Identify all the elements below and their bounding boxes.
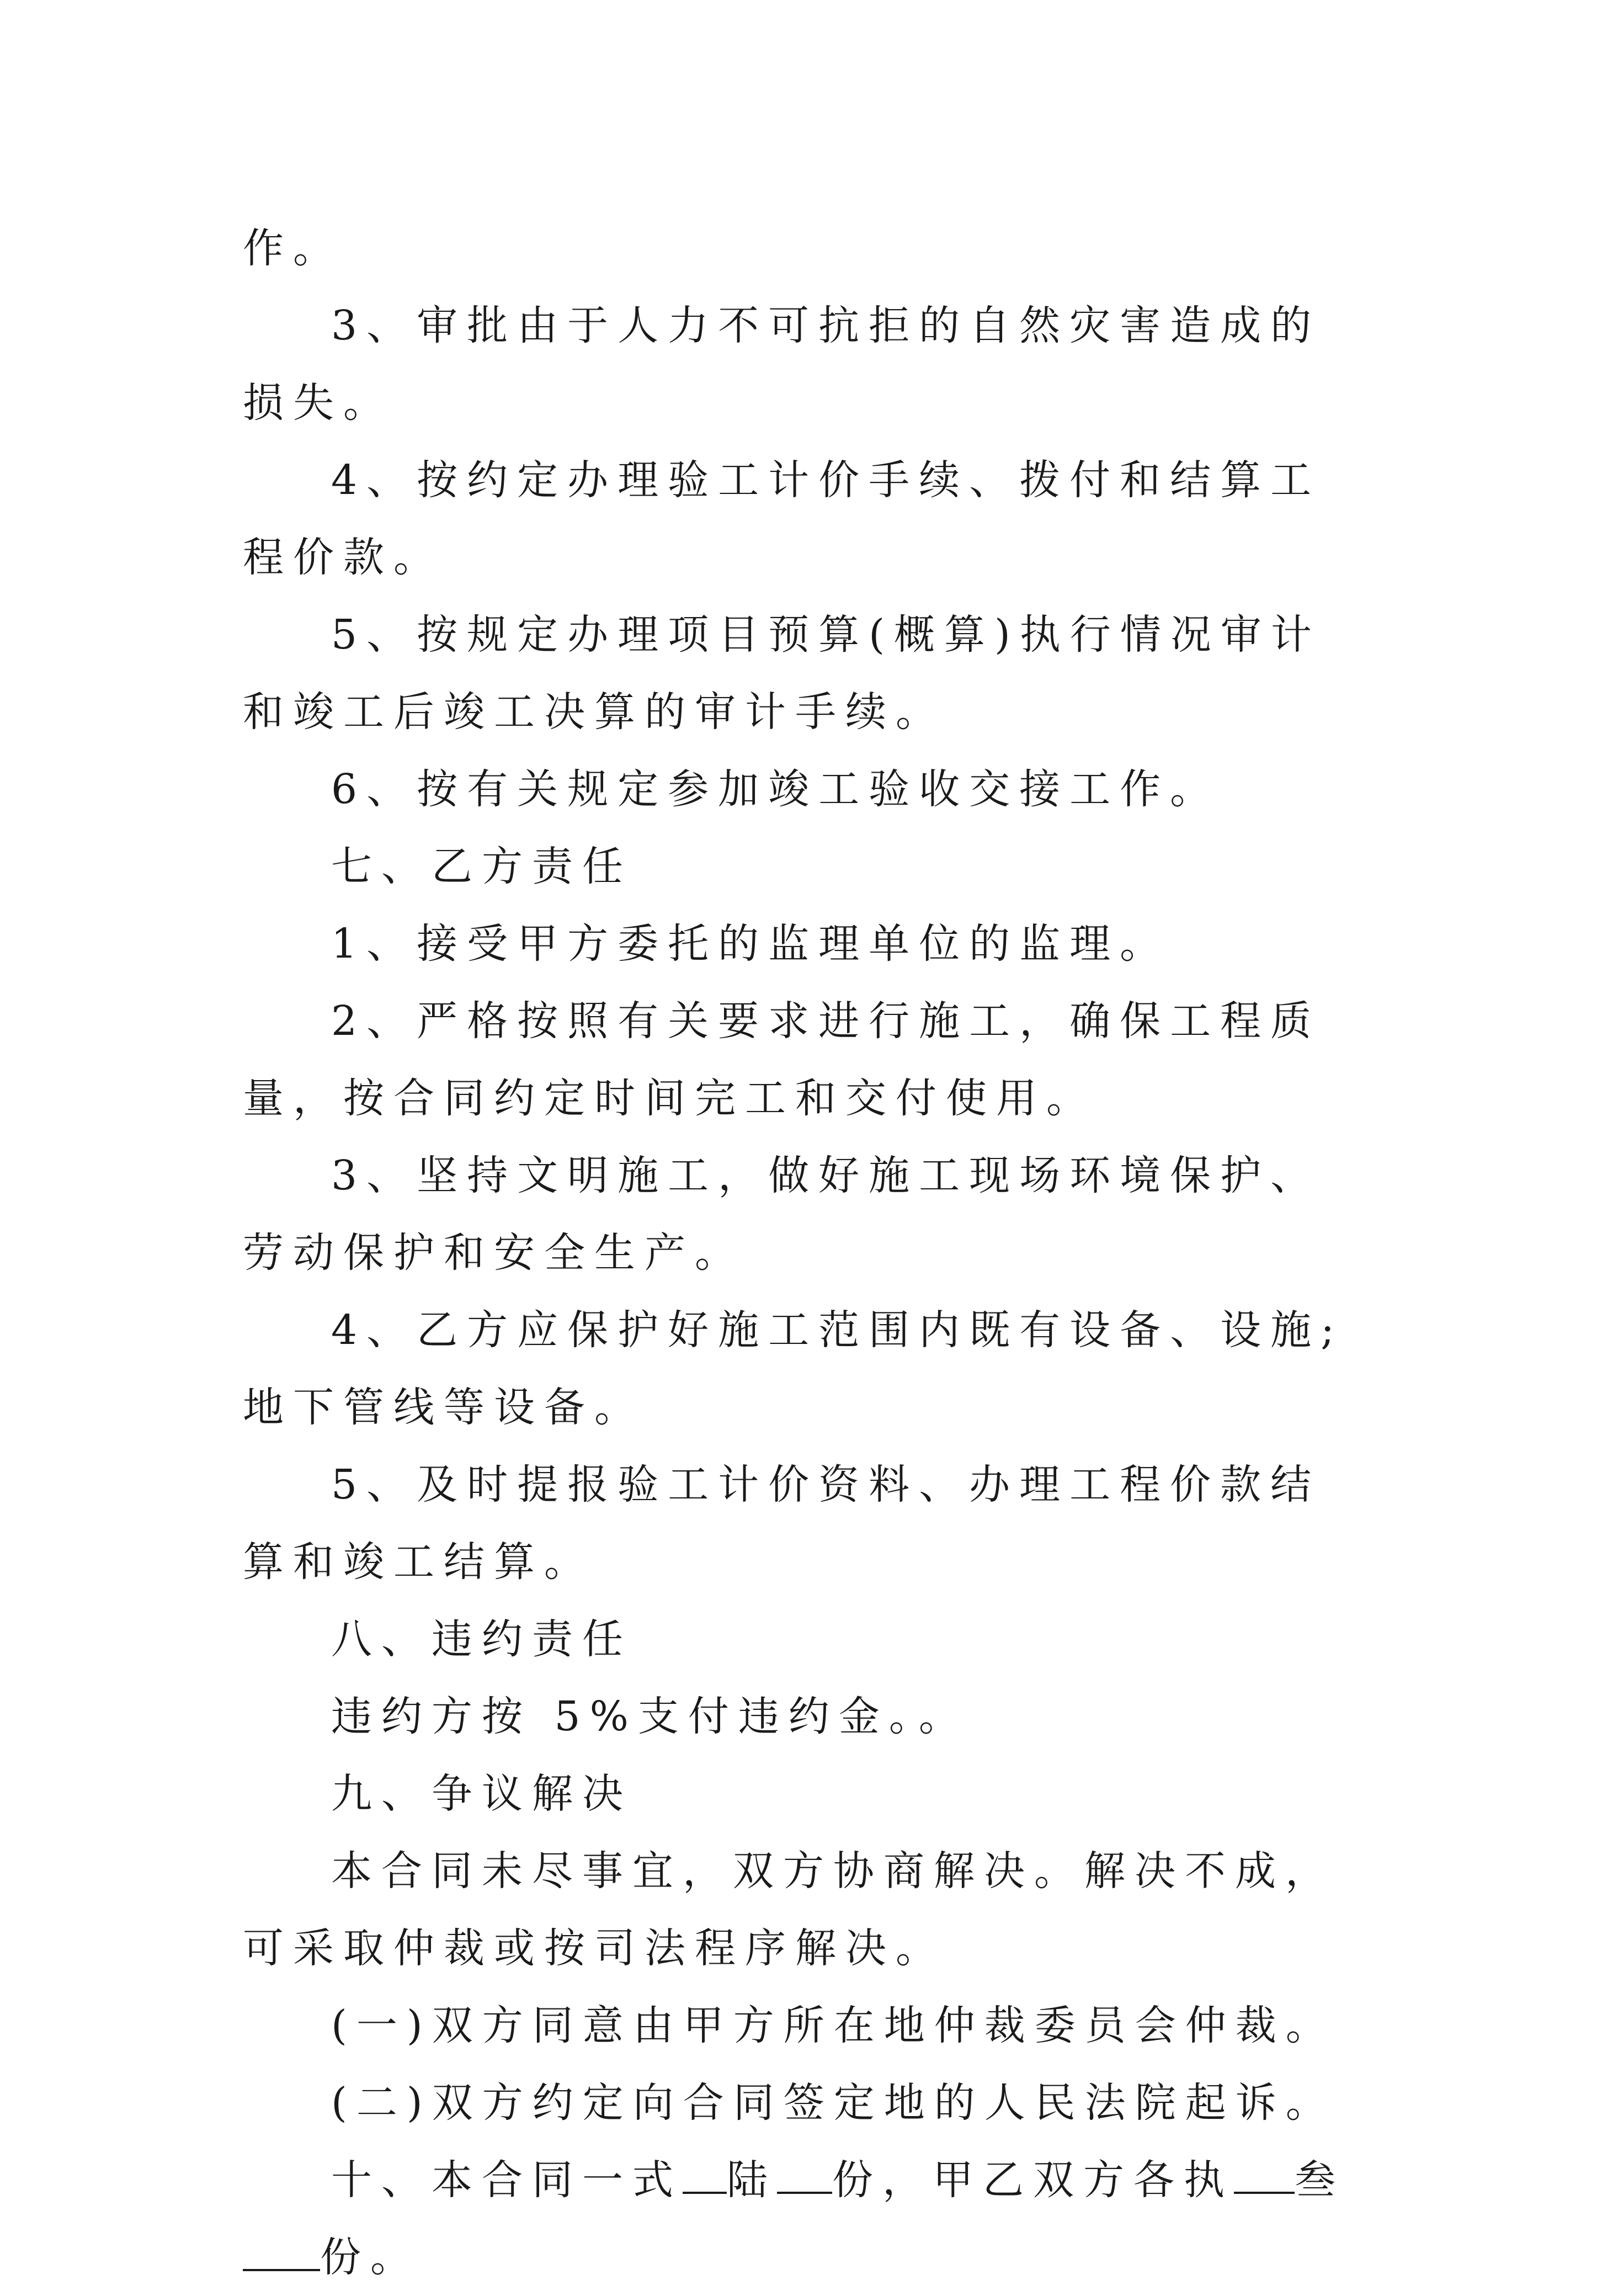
blank-line: [777, 2192, 832, 2194]
paragraph-copies: [243, 2141, 1363, 2296]
paragraph-dispute: 本合同未尽事宜，双方协商解决。解决不成，可采取仲裁或按司法程序解决。: [243, 1847, 1335, 1972]
copies-each-value: 叁: [1295, 2156, 1345, 2204]
paragraph-penalty: 违约方按 5%支付违约金。。: [331, 1693, 969, 1740]
section-heading-9: 九、争议解决: [331, 1770, 632, 1817]
document-body: [243, 210, 1363, 2296]
copies-total-value: 陆: [727, 2156, 777, 2204]
section-heading-7: 七、乙方责任: [331, 843, 632, 890]
copies-text-2: 份，甲乙双方各执: [832, 2156, 1234, 2204]
paragraph-duty-6: 6、按有关规定参加竣工验收交接工作。: [331, 766, 1221, 813]
paragraph-duty-3: 3、审批由于人力不可抗拒的自然灾害造成的损失。: [243, 302, 1321, 427]
blank-line: [243, 2269, 320, 2271]
paragraph-party-b-1: 1、接受甲方委托的监理单位的监理。: [331, 920, 1170, 968]
paragraph-continuation: 作。: [243, 225, 343, 272]
paragraph-duty-5: 5、按规定办理项目预算(概算)执行情况审计和竣工后竣工决算的审计手续。: [243, 611, 1321, 736]
paragraph-duty-4: 4、按约定办理验工计价手续、拨付和结算工程价款。: [243, 456, 1321, 581]
blank-line: [683, 2192, 727, 2194]
paragraph-party-b-5: 5、及时提报验工计价资料、办理工程价款结算和竣工结算。: [243, 1461, 1321, 1586]
paragraph-dispute-option-2: (二)双方约定向合同签定地的人民法院起诉。: [331, 2079, 1336, 2127]
blank-line: [1234, 2192, 1295, 2194]
paragraph-party-b-4: 4、乙方应保护好施工范围内既有设备、设施;地下管线等设备。: [243, 1306, 1344, 1431]
copies-text-1: 十、本合同一式: [331, 2156, 683, 2204]
paragraph-party-b-2: 2、严格按照有关要求进行施工，确保工程质量，按合同约定时间完工和交付使用。: [243, 997, 1321, 1122]
paragraph-party-b-3: 3、坚持文明施工，做好施工现场环境保护、劳动保护和安全生产。: [243, 1152, 1321, 1277]
copies-text-3: 份。: [320, 2234, 420, 2281]
section-heading-8: 八、违约责任: [331, 1615, 632, 1663]
paragraph-dispute-option-1: (一)双方同意由甲方所在地仲裁委员会仲裁。: [331, 2002, 1336, 2049]
